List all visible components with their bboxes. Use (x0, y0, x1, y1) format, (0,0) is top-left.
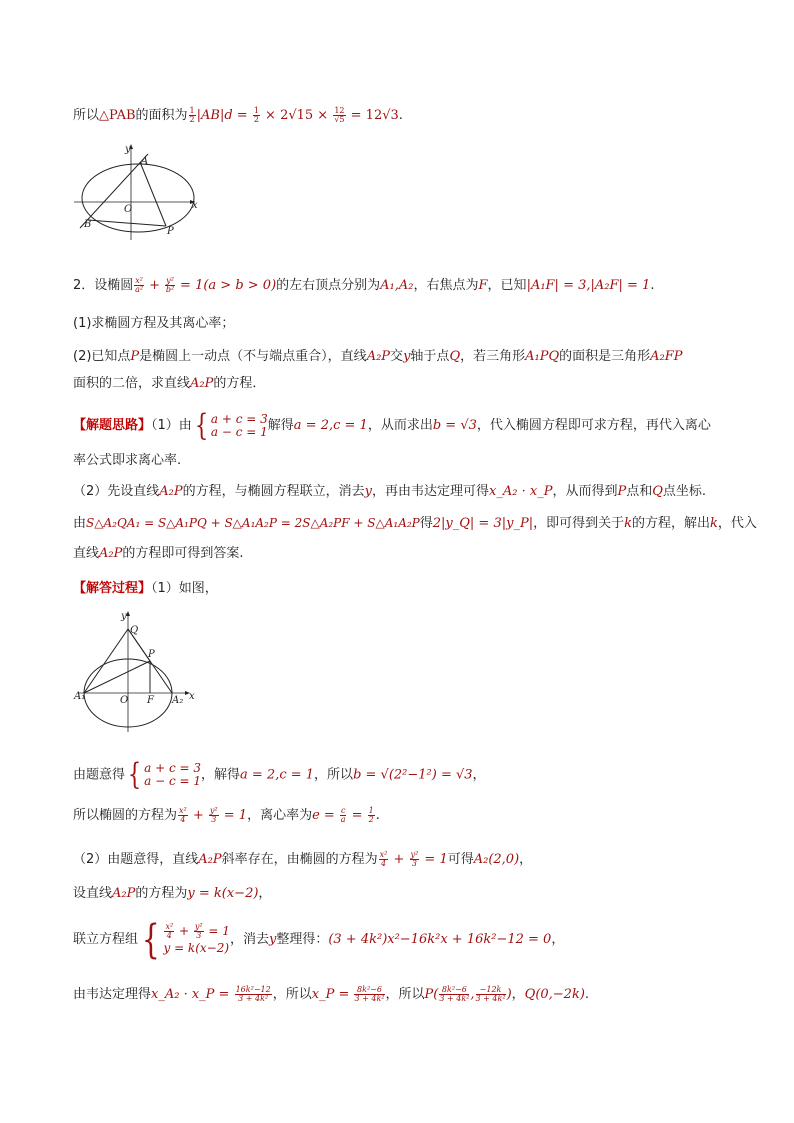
ellipse-figure-1 (70, 140, 205, 240)
problem-2-part-2-cont: 面积的二倍，求直线A₂P的方程． (73, 376, 266, 391)
fig2-label-y: y (121, 611, 127, 622)
thinking-line-5: 直线A₂P的方程即可得到答案. (73, 546, 244, 561)
fig2-label-o: O (120, 695, 129, 706)
solution-line-2: 所以椭圆的方程为 $\frac{\text{x²}}{4}$ + $\frac{\text{y²}}{3}$ = 1，离心率为e = $\frac{c}{a}$ = $\frac{1}{2}$ . (73, 806, 380, 824)
solution-line-4: 设直线A₂P的方程为y = k(x−2)， (73, 886, 272, 901)
thinking-line-1: 【解题思路】（1）由 { a + c = 3 a − c = 1 解得a = 2,c = 1，从而求出b = √3，代入椭圆方程即可求方程，再代入离心 (73, 407, 711, 443)
solution-heading: 【解答过程】（1）如图， (73, 581, 218, 596)
fig2-label-q: Q (130, 625, 139, 636)
thinking-line-2: 率公式即求离心率. (73, 453, 182, 468)
fig1-label-o: O (124, 204, 133, 215)
thinking-line-3: （2）先设直线A₂P的方程，与椭圆方程联立，消去y，再由韦达定理可得x_A₂ · x_P，从而得到P点和Q点坐标. (73, 484, 707, 499)
solution-line-1: 由题意得 { a + c = 3 a − c = 1 ，解得a = 2,c = 1，所以b = √(2²−1²) = √3， (73, 757, 486, 792)
fig1-label-a: A (141, 156, 149, 167)
ellipse-figure-2 (70, 607, 200, 732)
fig2-label-x: x (189, 691, 195, 702)
fig2-label-a2: A₂ (172, 695, 184, 706)
fig2-label-a1: A₁ (74, 691, 86, 702)
fig1-label-p: P (167, 226, 174, 237)
fig1-label-y: y (125, 144, 131, 155)
fig1-label-b: B (84, 219, 92, 230)
fig2-label-f: F (147, 695, 154, 706)
thinking-line-4: 由S△A₂QA₁ = S△A₁PQ + S△A₁A₂P = 2S△A₂PF + S△A₁A₂P得2|y_Q| = 3|y_P|，即可得到关于k的方程，解出k，代入 (73, 516, 757, 531)
problem-2-part-1: (1)求椭圆方程及其离心率； (73, 316, 235, 331)
fig1-label-x: x (192, 200, 198, 211)
fig2-label-p: P (148, 649, 155, 660)
area-result-line: 所以△PAB的面积为 $\frac{1}{2}$ |AB|d = $\frac{1}{2}$ × 2√15 × $\frac{12}{√5}$ = 12√3. (73, 106, 403, 124)
solution-line-3: （2）由题意得，直线A₂P斜率存在，由椭圆的方程为 $\frac{\text{x²}}{4}$ + $\frac{\text{y²}}{3}$ = 1可得A₂(2,0)， (73, 850, 533, 868)
solution-line-6: 由韦达定理得x_A₂ · x_P = $\frac{\text{16k²−12}}{\text{3 + 4k²}}$ ，所以x_P = $\frac{\text{8k²−6}}{\text{3 + 4k²}}$ ，所以P( $\frac{\text{8k²−6}}{\text{3 + 4k²}}$ , $\frac{-12k}{\text{3 + 4k²}}$ )，Q(0,−2k). (73, 985, 590, 1003)
solution-line-5: 联立方程组 { $\frac{\text{x²}}{4}$ + $\frac{\text{y²}}{3}$ = 1 y = k(x−2) ，消去y整理得：(3 + 4k²)x²−16k²x + 16k²−12 = 0， (73, 916, 565, 963)
problem-2-part-2: (2)已知点P是椭圆上一动点（不与端点重合），直线A₂P交y轴于点Q，若三角形A₁PQ的面积是三角形A₂FP (73, 349, 683, 364)
problem-2-statement: 2．设椭圆 $\frac{\text{x²}}{\text{a²}}$ + $\frac{\text{y²}}{\text{b²}}$ = 1(a > b > 0)的左右顶点分别为A₁,A₂，右焦点为F，已知|A₁F| = 3,|A₂F| = 1. (73, 276, 655, 294)
